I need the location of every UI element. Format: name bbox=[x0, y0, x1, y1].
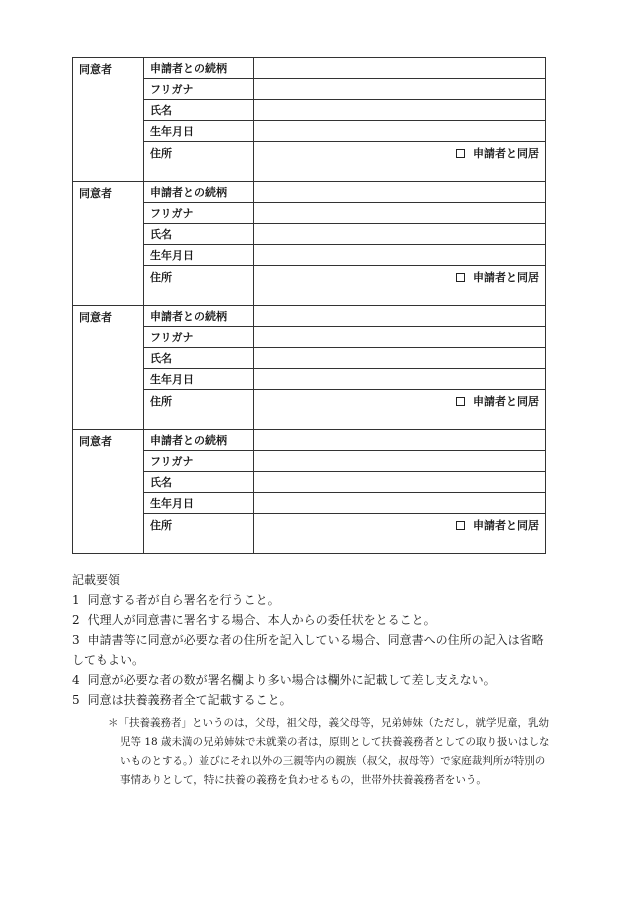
address-label: 住所 bbox=[144, 266, 254, 306]
table-row bbox=[73, 472, 546, 493]
cohabit-option[interactable] bbox=[456, 393, 539, 409]
birthdate-label: 生年月日 bbox=[144, 493, 254, 514]
instruction-text: 同意が必要な者の数が署名欄より多い場合は欄外に記載して差し支えない。 bbox=[87, 673, 496, 687]
cohabit-label: 申請者と同居 bbox=[473, 519, 539, 532]
table-row bbox=[73, 203, 546, 224]
address-label: 住所 bbox=[144, 142, 254, 182]
table-row bbox=[73, 142, 546, 182]
table-row bbox=[73, 451, 546, 472]
consent-table bbox=[72, 57, 546, 554]
cohabit-label: 申請者と同居 bbox=[473, 395, 539, 408]
instruction-text: 同意は扶養義務者全て記載すること。 bbox=[87, 693, 292, 707]
relationship-field[interactable] bbox=[254, 182, 546, 203]
birthdate-label: 生年月日 bbox=[144, 369, 254, 390]
instruction-item bbox=[72, 670, 552, 690]
table-row bbox=[73, 100, 546, 121]
instruction-text: 同意する者が自ら署名を行うこと。 bbox=[87, 593, 280, 607]
relationship-field[interactable] bbox=[254, 430, 546, 451]
name-label: 氏名 bbox=[144, 348, 254, 369]
address-field[interactable] bbox=[254, 266, 546, 306]
relationship-field[interactable] bbox=[254, 306, 546, 327]
birthdate-label: 生年月日 bbox=[144, 121, 254, 142]
furigana-label: フリガナ bbox=[144, 79, 254, 100]
furigana-label: フリガナ bbox=[144, 203, 254, 224]
table-row bbox=[73, 369, 546, 390]
instruction-item bbox=[72, 610, 552, 630]
birthdate-field[interactable] bbox=[254, 369, 546, 390]
birthdate-field[interactable] bbox=[254, 493, 546, 514]
instructions-title: 記載要領 bbox=[72, 573, 121, 587]
furigana-label: フリガナ bbox=[144, 327, 254, 348]
relationship-label: 申請者との続柄 bbox=[144, 182, 254, 203]
name-field[interactable] bbox=[254, 100, 546, 121]
name-field[interactable] bbox=[254, 472, 546, 493]
table-row bbox=[73, 514, 546, 554]
relationship-field[interactable] bbox=[254, 58, 546, 79]
furigana-field[interactable] bbox=[254, 451, 546, 472]
furigana-field[interactable] bbox=[254, 79, 546, 100]
instruction-item bbox=[72, 690, 552, 710]
cohabit-option[interactable] bbox=[456, 517, 539, 533]
furigana-label: フリガナ bbox=[144, 451, 254, 472]
furigana-field[interactable] bbox=[254, 203, 546, 224]
cohabit-checkbox[interactable] bbox=[456, 521, 465, 530]
cohabit-checkbox[interactable] bbox=[456, 397, 465, 406]
table-row bbox=[73, 430, 546, 451]
consenter-heading: 同意者 bbox=[73, 182, 144, 306]
guardian-definition-note: ＊「扶養義務者」というのは，父母，祖父母，義父母等，兄弟姉妹（ただし，就学児童，乳幼児等 18 歳未満の兄弟姉妹で未就業の者は，原則として扶養義務者としての取り扱いはしないものとする。）並びにそれ以外の三親等内の親族（叔父，叔母等）で家庭裁判所が特別の事情ありとして，特に扶養の義務を負わせるもの，世帯外扶養義務者をいう。 bbox=[108, 717, 550, 786]
name-label: 氏名 bbox=[144, 224, 254, 245]
address-field[interactable] bbox=[254, 142, 546, 182]
address-label: 住所 bbox=[144, 390, 254, 430]
consenter-heading: 同意者 bbox=[73, 430, 144, 554]
birthdate-field[interactable] bbox=[254, 245, 546, 266]
table-row bbox=[73, 327, 546, 348]
instruction-item bbox=[72, 590, 552, 610]
cohabit-checkbox[interactable] bbox=[456, 273, 465, 282]
cohabit-label: 申請者と同居 bbox=[473, 271, 539, 284]
table-row bbox=[73, 348, 546, 369]
name-field[interactable] bbox=[254, 348, 546, 369]
table-row bbox=[73, 493, 546, 514]
instruction-text: 申請書等に同意が必要な者の住所を記入している場合、同意書への住所の記入は省略してもよい。 bbox=[72, 633, 544, 667]
instruction-number: 3 bbox=[72, 633, 80, 647]
cohabit-checkbox[interactable] bbox=[456, 149, 465, 158]
table-row bbox=[73, 79, 546, 100]
relationship-label: 申請者との続柄 bbox=[144, 58, 254, 79]
birthdate-field[interactable] bbox=[254, 121, 546, 142]
table-row bbox=[73, 182, 546, 203]
cohabit-option[interactable] bbox=[456, 145, 539, 161]
furigana-field[interactable] bbox=[254, 327, 546, 348]
table-row bbox=[73, 224, 546, 245]
table-row bbox=[73, 58, 546, 79]
relationship-label: 申請者との続柄 bbox=[144, 430, 254, 451]
address-field[interactable] bbox=[254, 514, 546, 554]
instruction-item bbox=[72, 630, 552, 670]
relationship-label: 申請者との続柄 bbox=[144, 306, 254, 327]
consenter-heading: 同意者 bbox=[73, 58, 144, 182]
table-row bbox=[73, 266, 546, 306]
instruction-number: 1 bbox=[72, 593, 80, 607]
address-label: 住所 bbox=[144, 514, 254, 554]
table-row bbox=[73, 121, 546, 142]
consenter-heading: 同意者 bbox=[73, 306, 144, 430]
table-row bbox=[73, 390, 546, 430]
name-label: 氏名 bbox=[144, 472, 254, 493]
birthdate-label: 生年月日 bbox=[144, 245, 254, 266]
instruction-number: 4 bbox=[72, 673, 80, 687]
instructions-section bbox=[72, 570, 552, 790]
instruction-number: 5 bbox=[72, 693, 80, 707]
instruction-text: 代理人が同意書に署名する場合、本人からの委任状をとること。 bbox=[87, 613, 436, 627]
name-label: 氏名 bbox=[144, 100, 254, 121]
cohabit-label: 申請者と同居 bbox=[473, 147, 539, 160]
name-field[interactable] bbox=[254, 224, 546, 245]
table-row bbox=[73, 245, 546, 266]
table-row bbox=[73, 306, 546, 327]
instruction-number: 2 bbox=[72, 613, 80, 627]
address-field[interactable] bbox=[254, 390, 546, 430]
cohabit-option[interactable] bbox=[456, 269, 539, 285]
